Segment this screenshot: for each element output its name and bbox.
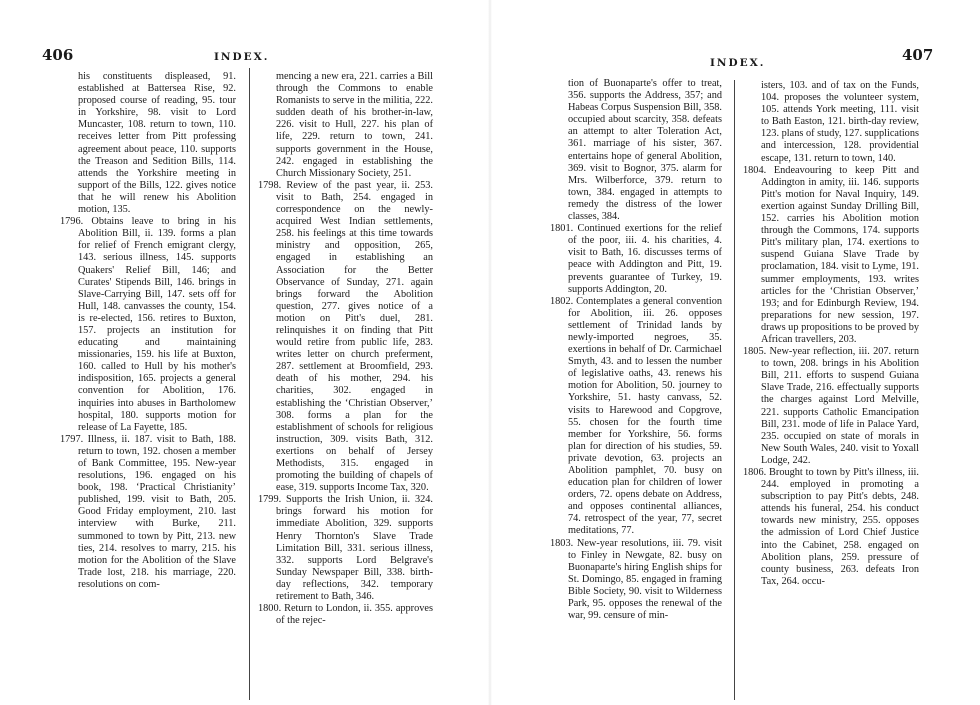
column-rule <box>734 80 735 700</box>
index-column-3 <box>550 78 722 622</box>
index-entry: 1797. Illness, ii. 187. visit to Bath, 188. return to town, 192. chosen a member of Bank Committee, 195. New-year resolutions, 196. engaged on his book, 198. ‘Practical Christianity’ published, 199. visit to Bath, 205. Good Friday employment, 210. last interview with Burke, 211. summoned to town by Pitt, 213. new ties, 214. resolves to marry, 215. his motion for the Abolition of the Slave Trade lost, 218. his marriage, 220. resolutions on com- <box>60 433 236 590</box>
index-entry: mencing a new era, 221. carries a Bill through the Commons to enable Romanists to serve in the militia, 222. sudden death of his brother-in-law, 226. visit to Hull, 227. his plan of life, 229. return to town, 241. supports government in the House, 242. engaged in establishing the Church Missionary Society, 251. <box>276 71 433 179</box>
index-entry: 1805. New-year reflection, iii. 207. return to town, 208. brings in his Abolition Bill, 211. efforts to suspend Guiana Slave Trade, 216. effectually supports the charges against Lord Melville, 221. supports Catholic Emancipation Bill, 231. mode of life in Palace Yard, 235. occupied on state of morals in New South Wales, 240. visit to Yoxall Lodge, 242. <box>743 346 919 466</box>
index-entry: tion of Buonaparte's offer to treat, 356. supports the Address, 357; and Habeas Corpus Suspension Bill, 358. occupied about scarcity, 358. defeats an attempt to alter Toleration Act, 361. marriage of his sister, 367. entertains hope of general Abolition, 369. visit to Bognor, 375. alarm for Mrs. Wilberforce, 379. return to town, 384. engaged in attempts to remedy the distress of the lower classes, 384. <box>568 78 722 223</box>
index-entry: isters, 103. and of tax on the Funds, 104. proposes the volunteer system, 105. attends York meeting, 111. visit to Bath Easton, 121. birth-day review, 123. plans of study, 127. supplications and intercession, 128. providential escape, 131. return to town, 140. <box>761 80 919 164</box>
index-entry: his constituents displeased, 91. established at Battersea Rise, 92. proposed course of reading, 95. tour in Yorkshire, 98. visit to Lord Muncaster, 108. return to town, 110. receives letter from Pitt professing agreement about peace, 110. supports the Treason and Sedition Bills, 114. attends the Yorkshire meeting in support of the Bills, 122. gives notice that he will renew his Abolition motion, 135. <box>78 71 236 216</box>
index-column-4 <box>743 80 919 588</box>
index-entry: 1796. Obtains leave to bring in his Abolition Bill, ii. 139. forms a plan for relief of French emigrant clergy, 143. serious illness, 145. supports Quakers' Relief Bill, 146; and Curates' Stipends Bill, 146. brings in Slave-Carrying Bill, 147. sets off for Hull, 148. canvasses the county, 154. is re-elected, 156. retires to Buxton, 157. projects an institution for educating and maintaining missionaries, 159. his life at Buxton, 160. called to Hull by his mother's indisposition, 165. projects a general convention for Abolition, 176. inquiries into abuses in Bartholomew hospital, 180. supports motion for release of La Fayette, 185. <box>60 216 236 433</box>
index-column-1 <box>60 71 236 591</box>
index-entry: 1804. Endeavouring to keep Pitt and Addington in amity, iii. 146. supports Pitt's motion for Naval Inquiry, 149. exertion against Sunday Drilling Bill, 152. carries his Abolition motion through the Commons, 174. supports Pitt's military plan, 174. exertions to suspend Guiana Slave Trade by proclamation, 184. visit to Lyme, 191. summer employments, 193. writes articles for the ‘Christian Observer,’ 193; and for Edinburgh Review, 194. preparations for new session, 197. draws up propositions to be proved by African travellers, 203. <box>743 164 919 345</box>
page-number: 406 <box>42 46 74 64</box>
index-column-2 <box>258 71 433 627</box>
column-rule <box>249 68 250 700</box>
index-entry: 1799. Supports the Irish Union, ii. 324. brings forward his motion for immediate Abolition, 329. supports Henry Thornton's Slave Trade Limitation Bill, 331. serious illness, 332. supports Lord Belgrave's Sunday Newspaper Bill, 338. birth-day reflections, 342. temporary retirement to Bath, 346. <box>258 494 433 603</box>
index-entry: 1798. Review of the past year, ii. 253. visit to Bath, 254. engaged in correspondence on the newly-acquired West Indian settlements, 258. his feelings at this time towards ministry and opposition, 265, engaged in establishing an Association for the Better Observance of Sunday, 271. again brings forward the Abolition question, 277. gives notice of a motion on Pitt's duel, 281. relinquishes it on finding that Pitt would retire from public life, 283. writes letter on church preferment, 287. settlement at Broomfield, 293. death of his mother, 294. his charities, 302. engaged in establishing the ‘Christian Observer,’ 308. forms a plan for the establishment of schools for religious instruction, 309. visits Bath, 312. exertions on behalf of Jersey Methodists, 315. engaged in promoting the building of chapels of ease, 319. supports Income Tax, 320. <box>258 179 433 494</box>
running-head: INDEX. <box>710 57 766 69</box>
index-entry: 1803. New-year resolutions, iii. 79. visit to Finley in Newgate, 82. busy on Buonaparte's hiring English ships for St. Domingo, 85. engaged in framing Bible Society, 90. visit to Wilderness Park, 95. opposes the renewal of the war, 99. censure of min- <box>550 537 722 622</box>
index-entry: 1800. Return to London, ii. 355. approves of the rejec- <box>258 603 433 627</box>
page-number: 407 <box>902 46 934 64</box>
running-head: INDEX. <box>214 51 270 63</box>
index-entry: 1806. Brought to town by Pitt's illness, iii. 244. employed in promoting a subscription to pay Pitt's debts, 248. attends his funeral, 254. his conduct towards new ministry, 255. opposes the admission of Lord Chief Justice into the Cabinet, 258. engaged on Abolition plans, 259. pressure of county business, 263. defeats Iron Tax, 264. occu- <box>743 467 919 587</box>
index-entry: 1801. Continued exertions for the relief of the poor, iii. 4. his charities, 4. visit to Bath, 16. discusses terms of peace with Addington and Pitt, 19. prevents guarantee of Turkey, 19. supports Addington, 20. <box>550 223 722 295</box>
index-entry: 1802. Contemplates a general convention for Abolition, iii. 26. opposes settlement of Trinidad lands by newly-imported negroes, 35. exertions in behalf of Dr. Carmichael Smyth, 43. and to lessen the number of legislative oaths, 43. renews his motion for Abolition, 50. journey to Yorkshire, 51. hasty canvass, 52. visits to Harewood and Copgrove, 55. chosen for the fourth time member for Yorkshire, 56. forms plan for direction of his studies, 59. private devotion, 63. projects an Abolition pamphlet, 70. busy on education plan for children of lower orders, 72. opens debate on Address, and opposes continental alliances, 74. retrospect of the year, 77, secret meditations, 77. <box>550 295 722 537</box>
